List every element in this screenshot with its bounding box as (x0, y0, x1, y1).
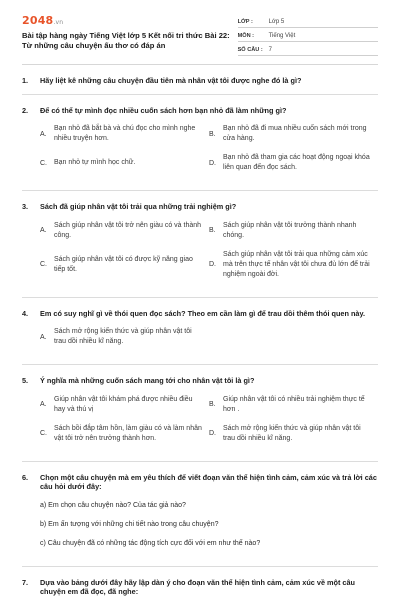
meta-row-subject (238, 28, 378, 42)
option-a[interactable] (40, 124, 209, 144)
meta-key: MÔN : (237, 33, 255, 39)
meta-value: Tiếng Việt (268, 33, 296, 39)
question-text: Dựa vào bảng dưới đây hãy lập dàn ý cho đoạn văn thể hiện tình cảm, cảm xúc về một câu chuyện em đã đọc, đã nghe: (40, 577, 356, 596)
meta-table (238, 14, 378, 60)
option-c[interactable] (40, 250, 209, 280)
option-text: Bạn nhỏ đã đi mua nhiều cuốn sách mới trong cửa hàng. (223, 125, 367, 142)
sub-question: a) Em chọn câu chuyện nào? Của tác giả nào? (40, 501, 186, 509)
question-heading (22, 578, 378, 597)
options (22, 327, 378, 356)
question-text: Ý nghĩa mà những cuốn sách mang tới cho nhân vật tôi là gì? (40, 376, 255, 385)
option-text: Sách giúp nhân vật tôi trở nên giàu có và thành công. (54, 221, 202, 239)
option-letter: D. (209, 261, 216, 268)
question-4 (22, 298, 378, 366)
question-text: Hãy liệt kê những câu chuyện đầu tiên mà nhân vật tôi được nghe đó là gì? (40, 76, 302, 85)
question-heading (22, 376, 378, 386)
option-text: Bạn nhỏ đã tham gia các hoạt động ngoại khóa liên quan đến đọc sách. (223, 154, 370, 171)
question-heading (22, 202, 378, 212)
option-letter: C. (40, 430, 47, 437)
option-letter: A. (40, 333, 47, 341)
sub-questions (22, 501, 378, 549)
meta-value: Lớp 5 (268, 19, 285, 25)
option-letter: C. (40, 261, 47, 268)
option-text: Sách mở rộng kiến thức và giúp nhân vật tôi trau dồi nhiều kĩ năng. (223, 424, 361, 442)
logo-suffix: .vn (53, 19, 64, 26)
question-text: Sách đã giúp nhân vật tôi trải qua những trải nghiệm gì? (40, 202, 237, 211)
question-number: 2. (22, 105, 29, 115)
question-number: 1. (22, 76, 29, 85)
options (22, 395, 378, 453)
question-text: Em có suy nghĩ gì về thói quen đọc sách? Theo em cần làm gì để trau dồi thêm thói quen này. (40, 308, 366, 318)
question-number: 4. (22, 308, 29, 318)
meta-key: LỚP : (237, 19, 253, 25)
question-heading (22, 106, 378, 116)
meta-row-count (238, 42, 378, 56)
sub-question: c) Câu chuyện đã có những tác động tích cực đối với em như thế nào? (40, 539, 261, 547)
options (22, 221, 378, 289)
logo-text: 2048 (22, 14, 54, 27)
question-6 (22, 462, 378, 567)
question-text: Chọn một câu chuyện mà em yêu thích để viết đoạn văn thể hiện tình cảm, cảm xúc và trả lời các câu hỏi dưới đây: (40, 472, 377, 491)
option-text: Sách giúp nhân vật tôi trưởng thành nhanh chóng. (223, 221, 357, 239)
option-d[interactable] (209, 424, 378, 444)
option-letter: D. (209, 430, 216, 437)
option-text: Sách bồi đắp tâm hồn, làm giàu có và làm nhân vật tôi trở nên trưởng thành hơn. (54, 424, 202, 442)
option-c[interactable] (40, 424, 209, 444)
option-b[interactable] (209, 395, 378, 415)
question-3 (22, 191, 378, 298)
option-text: Bạn nhỏ tự mình học chữ. (54, 159, 136, 166)
question-number: 7. (22, 577, 29, 587)
question-number: 5. (22, 376, 29, 385)
question-number: 6. (22, 472, 29, 482)
question-text: Để có thể tự mình đọc nhiều cuốn sách hơn bạn nhỏ đã làm những gì? (40, 105, 287, 115)
page-title: Bài tập hàng ngày Tiếng Việt lớp 5 Kết nối tri thức Bài 22: Từ những câu chuyện ấu thơ có đáp án (22, 31, 230, 50)
question-heading (22, 76, 378, 86)
meta-value: 7 (268, 47, 272, 53)
option-letter: A. (40, 130, 47, 138)
option-c[interactable] (40, 153, 209, 173)
option-text: Giúp nhân vật tôi khám phá được nhiều điều hay và thú vị (54, 395, 193, 413)
option-letter: B. (209, 227, 216, 234)
question-2 (22, 95, 378, 192)
option-b[interactable] (209, 124, 378, 144)
option-d[interactable] (209, 153, 378, 173)
option-text: Sách giúp nhân vật tôi có được kỹ năng giao tiếp tốt. (54, 255, 193, 273)
option-letter: A. (40, 401, 47, 408)
question-5 (22, 365, 378, 462)
site-logo[interactable] (22, 14, 238, 27)
question-1 (22, 65, 378, 95)
header (22, 0, 378, 60)
option-b[interactable] (209, 221, 378, 241)
option-letter: C. (40, 159, 47, 167)
option-letter: B. (209, 130, 216, 138)
option-text: Sách giúp nhân vật tôi trải qua những cảm xúc mà trên thực tế nhân vật tôi chưa đủ lớn để trải nghiệm ngoài đời. (223, 250, 370, 278)
option-letter: A. (40, 227, 47, 234)
question-heading (22, 473, 378, 492)
header-left (22, 14, 238, 60)
option-d[interactable] (209, 250, 378, 280)
question-7 (22, 567, 378, 600)
option-text: Sách mở rộng kiến thức và giúp nhân vật tôi trau dồi nhiều kĩ năng. (54, 328, 192, 345)
sub-question: b) Em ấn tượng với những chi tiết nào trong câu chuyện? (40, 520, 219, 528)
meta-key: SỐ CÂU : (237, 47, 263, 53)
option-letter: D. (209, 159, 216, 167)
option-text: Bạn nhỏ đã bắt bà và chú đọc cho mình nghe nhiều truyện hơn. (54, 125, 196, 142)
option-a[interactable] (40, 327, 209, 347)
option-letter: B. (209, 401, 216, 408)
option-a[interactable] (40, 221, 209, 241)
question-heading (22, 309, 378, 319)
meta-row-class (238, 14, 378, 28)
options (22, 124, 378, 182)
question-number: 3. (22, 202, 29, 211)
option-text: Giúp nhân vật tôi có nhiều trải nghiệm thực tế hơn . (223, 395, 365, 413)
option-a[interactable] (40, 395, 209, 415)
